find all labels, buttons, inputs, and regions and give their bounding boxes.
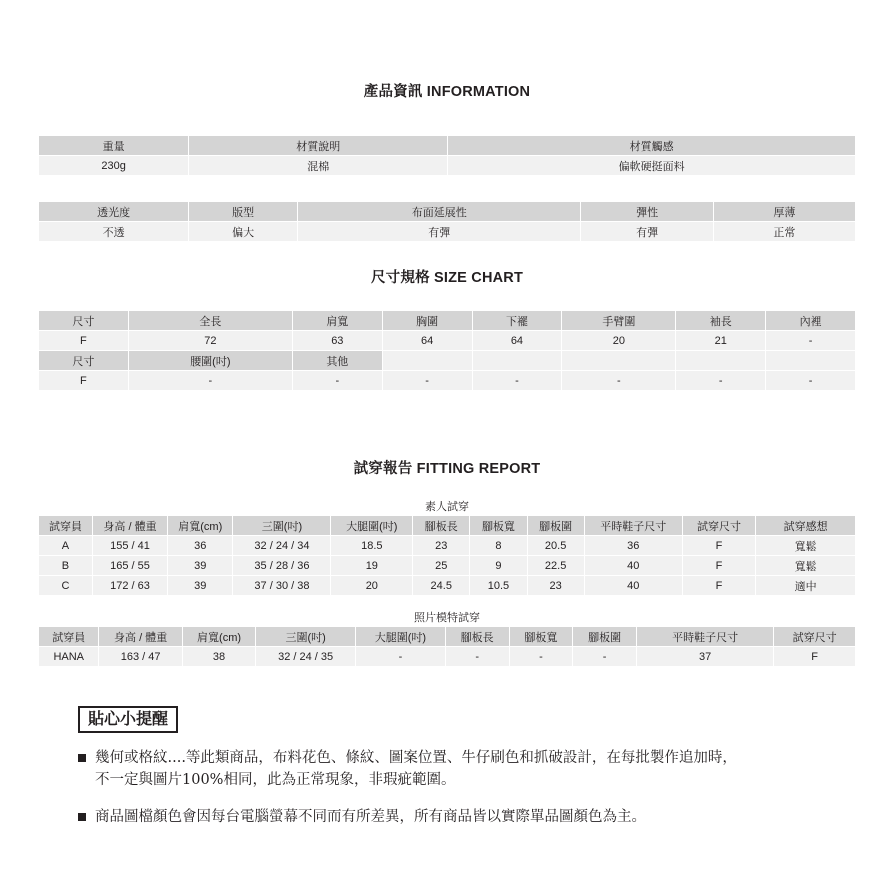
- table-row: [39, 136, 856, 156]
- information-table-primary: [38, 135, 856, 176]
- table-cell: [382, 351, 472, 371]
- notes-section: [78, 706, 854, 828]
- table-header-cell: 肩寬: [292, 311, 382, 331]
- table-header-cell: 其他: [292, 351, 382, 371]
- table-cell: F: [682, 536, 756, 556]
- table-cell: 有彈: [297, 222, 581, 242]
- note-line-2: 不一定與圖片100%相同，此為正常現象，非瑕疵範圍。: [95, 772, 456, 789]
- table-header-cell: 材質說明: [189, 136, 448, 156]
- table-cell: HANA: [39, 647, 99, 667]
- table-row: [39, 576, 856, 596]
- table-cell: 10.5: [470, 576, 527, 596]
- table-cell: 寬鬆: [756, 556, 856, 576]
- information-table-secondary: [38, 201, 856, 242]
- table-header-cell: 尺寸: [39, 311, 129, 331]
- table-cell: 25: [413, 556, 470, 576]
- fitting-report-amateur-table: [38, 515, 856, 596]
- square-bullet-icon: [78, 813, 86, 821]
- table-row: [39, 351, 856, 371]
- table-cell: 39: [168, 576, 233, 596]
- table-header-cell: 試穿尺寸: [682, 516, 756, 536]
- information-section-title: 產品資訊 INFORMATION: [363, 84, 531, 100]
- table-header-cell: 大腿圍(吋): [331, 516, 413, 536]
- table-cell: 適中: [756, 576, 856, 596]
- table-cell: 155 / 41: [92, 536, 167, 556]
- table-cell: 23: [527, 576, 584, 596]
- table-row: [39, 536, 856, 556]
- table-cell: -: [676, 371, 766, 391]
- table-cell: 20.5: [527, 536, 584, 556]
- table-cell: 39: [168, 556, 233, 576]
- table-row: [39, 202, 856, 222]
- table-cell: 9: [470, 556, 527, 576]
- table-header-cell: 腳板圍: [573, 627, 637, 647]
- table-header-cell: 腳板寬: [509, 627, 573, 647]
- table-cell: 37 / 30 / 38: [233, 576, 331, 596]
- table-row: [39, 371, 856, 391]
- table-header-cell: 肩寬(cm): [168, 516, 233, 536]
- fitting-report-section-title: 試穿報告 FITTING REPORT: [353, 461, 541, 477]
- table-cell: 32 / 24 / 34: [233, 536, 331, 556]
- table-cell: 72: [128, 331, 292, 351]
- notes-heading: 貼心小提醒: [78, 706, 178, 733]
- table-cell: -: [573, 647, 637, 667]
- size-chart-table: [38, 310, 856, 391]
- table-cell: 19: [331, 556, 413, 576]
- table-cell: B: [39, 556, 93, 576]
- table-header-cell: 重量: [39, 136, 189, 156]
- table-row: [39, 516, 856, 536]
- table-row: [39, 311, 856, 331]
- table-header-cell: 腳板圍: [527, 516, 584, 536]
- table-header-cell: 腳板長: [413, 516, 470, 536]
- table-cell: 64: [472, 331, 562, 351]
- table-cell: 40: [584, 576, 682, 596]
- table-cell: -: [509, 647, 573, 667]
- table-header-cell: 布面延展性: [297, 202, 581, 222]
- table-cell: F: [682, 576, 756, 596]
- table-row: [39, 156, 856, 176]
- list-item: [78, 747, 854, 792]
- table-cell: 172 / 63: [92, 576, 167, 596]
- table-header-cell: 透光度: [39, 202, 189, 222]
- table-header-cell: 版型: [189, 202, 298, 222]
- note-text: [95, 747, 737, 792]
- table-cell: 163 / 47: [99, 647, 182, 667]
- table-header-cell: 厚薄: [713, 202, 855, 222]
- table-cell: 40: [584, 556, 682, 576]
- table-cell: -: [355, 647, 445, 667]
- table-header-cell: 試穿員: [39, 627, 99, 647]
- table-cell: 偏軟硬挺面料: [448, 156, 856, 176]
- table-cell: -: [766, 331, 856, 351]
- table-cell: F: [39, 371, 129, 391]
- table-cell: 20: [331, 576, 413, 596]
- table-row: [39, 556, 856, 576]
- table-cell: 混棉: [189, 156, 448, 176]
- list-item: [78, 806, 854, 828]
- table-cell: F: [39, 331, 129, 351]
- table-cell: F: [682, 556, 756, 576]
- table-header-cell: 身高 / 體重: [92, 516, 167, 536]
- table-header-cell: 試穿員: [39, 516, 93, 536]
- table-header-cell: 內裡: [766, 311, 856, 331]
- table-cell: 寬鬆: [756, 536, 856, 556]
- table-cell: 38: [182, 647, 256, 667]
- note-line-1: 幾何或格紋....等此類商品，布料花色、條紋、圖案位置、牛仔刷色和抓破設計，在每批製作追加時，: [95, 749, 737, 766]
- table-header-cell: 全長: [128, 311, 292, 331]
- table-cell: 22.5: [527, 556, 584, 576]
- table-cell: -: [766, 371, 856, 391]
- table-cell: 正常: [713, 222, 855, 242]
- table-header-cell: 彈性: [581, 202, 713, 222]
- table-header-cell: 材質觸感: [448, 136, 856, 156]
- table-cell: 23: [413, 536, 470, 556]
- table-cell: -: [445, 647, 509, 667]
- table-row: [39, 222, 856, 242]
- table-cell: 不透: [39, 222, 189, 242]
- table-cell: -: [562, 371, 676, 391]
- table-cell: -: [128, 371, 292, 391]
- table-row: [39, 627, 856, 647]
- table-row: [39, 331, 856, 351]
- table-cell: 64: [382, 331, 472, 351]
- table-cell: 20: [562, 331, 676, 351]
- table-cell: [676, 351, 766, 371]
- table-cell: 18.5: [331, 536, 413, 556]
- table-header-cell: 平時鞋子尺寸: [636, 627, 773, 647]
- note-text: [95, 806, 646, 828]
- table-cell: 21: [676, 331, 766, 351]
- table-cell: 8: [470, 536, 527, 556]
- size-chart-section-title: 尺寸規格 SIZE CHART: [370, 270, 524, 286]
- table-cell: A: [39, 536, 93, 556]
- table-cell: 230g: [39, 156, 189, 176]
- table-header-cell: 平時鞋子尺寸: [584, 516, 682, 536]
- table-cell: 37: [636, 647, 773, 667]
- table-cell: 偏大: [189, 222, 298, 242]
- table-header-cell: 下襬: [472, 311, 562, 331]
- table-header-cell: 三圍(吋): [233, 516, 331, 536]
- square-bullet-icon: [78, 754, 86, 762]
- fitting-report-model-label: 照片模特試穿: [414, 612, 480, 624]
- table-cell: -: [292, 371, 382, 391]
- table-cell: -: [472, 371, 562, 391]
- note-line-1: 商品圖檔顏色會因每台電腦螢幕不同而有所差異，所有商品皆以實際單品圖顏色為主。: [95, 808, 646, 825]
- table-header-cell: 試穿感想: [756, 516, 856, 536]
- table-header-cell: 腰圍(吋): [128, 351, 292, 371]
- table-row: [39, 647, 856, 667]
- table-header-cell: 尺寸: [39, 351, 129, 371]
- table-cell: 24.5: [413, 576, 470, 596]
- table-header-cell: 大腿圍(吋): [355, 627, 445, 647]
- table-cell: [472, 351, 562, 371]
- table-cell: 165 / 55: [92, 556, 167, 576]
- table-cell: 36: [168, 536, 233, 556]
- table-header-cell: 肩寬(cm): [182, 627, 256, 647]
- table-cell: C: [39, 576, 93, 596]
- table-header-cell: 胸圍: [382, 311, 472, 331]
- table-cell: 有彈: [581, 222, 713, 242]
- table-cell: -: [382, 371, 472, 391]
- fitting-report-amateur-label: 素人試穿: [425, 501, 469, 513]
- table-header-cell: 身高 / 體重: [99, 627, 182, 647]
- table-header-cell: 三圍(吋): [256, 627, 356, 647]
- table-cell: 36: [584, 536, 682, 556]
- table-header-cell: 手臂圍: [562, 311, 676, 331]
- fitting-report-model-table: [38, 626, 856, 667]
- table-cell: [766, 351, 856, 371]
- table-header-cell: 腳板寬: [470, 516, 527, 536]
- table-cell: [562, 351, 676, 371]
- table-header-cell: 試穿尺寸: [774, 627, 856, 647]
- table-header-cell: 腳板長: [445, 627, 509, 647]
- table-cell: 35 / 28 / 36: [233, 556, 331, 576]
- table-header-cell: 袖長: [676, 311, 766, 331]
- table-cell: 32 / 24 / 35: [256, 647, 356, 667]
- table-cell: F: [774, 647, 856, 667]
- table-cell: 63: [292, 331, 382, 351]
